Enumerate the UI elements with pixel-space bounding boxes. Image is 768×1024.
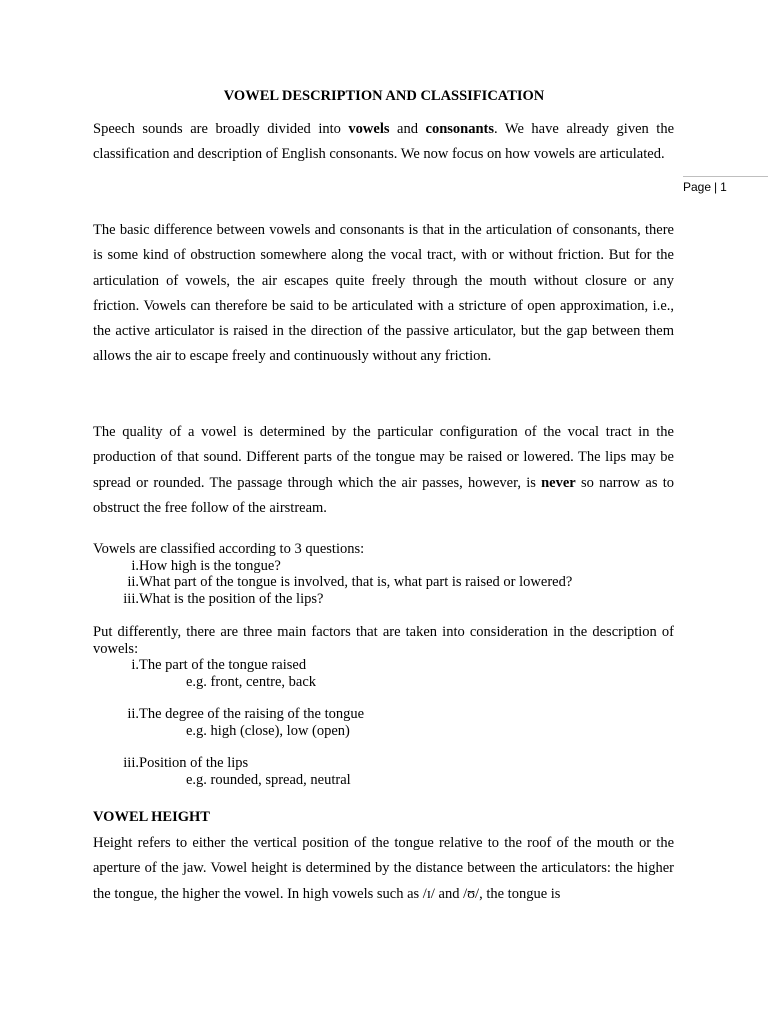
para1-text-a: Speech sounds are broadly divided into bbox=[93, 121, 349, 137]
page-number: 1 bbox=[720, 180, 727, 194]
page-number-label bbox=[683, 176, 768, 196]
list-number: ii. bbox=[127, 574, 139, 590]
section-heading-vowel-height: VOWEL HEIGHT bbox=[93, 809, 210, 825]
list-text: Position of the lips bbox=[139, 755, 249, 771]
list-number: i. bbox=[131, 557, 139, 574]
list-number: iii. bbox=[123, 755, 139, 771]
list-text: How high is the tongue? bbox=[139, 557, 281, 574]
list-item bbox=[93, 558, 674, 575]
list-example: e.g. front, centre, back bbox=[186, 673, 317, 690]
para3-text-c: so narrow as to obstruct the free follow of the airstream. bbox=[93, 474, 674, 516]
page-separator: | bbox=[714, 180, 718, 194]
para3-text-a: The quality of a vowel is determined by the particular configuration of the vocal tract in the production of that sound. Different parts of the tongue may be raised or lowered. The lips may be spread or rounded. The passage through which the air passes, however, is bbox=[93, 424, 674, 491]
list-item bbox=[93, 657, 674, 674]
list-text: The part of the tongue raised bbox=[139, 657, 307, 673]
list-text: What part of the tongue is involved, that is, what part is raised or lowered? bbox=[139, 574, 573, 590]
questions-block bbox=[93, 541, 674, 607]
list-item bbox=[93, 755, 674, 772]
list-number: i. bbox=[131, 657, 139, 673]
paragraph-difference: The basic difference between vowels and consonants is that in the articulation of consonants, there is some kind of obstruction somewhere along the vocal tract, with or without friction. But for the articulation of vowels, the air escapes quite freely through the mouth without closure or any friction. Vowels can therefore be said to be articulated with a stricture of open approximation, i.e., the active articulator is raised in the direction of the passive articulator, but the gap between them allows the air to escape freely and continuously without any friction. bbox=[93, 222, 674, 365]
factors-block bbox=[93, 624, 674, 788]
list-number: iii. bbox=[123, 590, 139, 607]
list-number: ii. bbox=[127, 706, 139, 722]
paragraph-quality bbox=[93, 420, 674, 521]
page-word: Page bbox=[683, 180, 712, 194]
para3-bold-never: never bbox=[541, 474, 576, 491]
list-text: The degree of the raising of the tongue bbox=[139, 706, 365, 722]
document-title: VOWEL DESCRIPTION AND CLASSIFICATION bbox=[223, 88, 545, 104]
para1-text-d: . We have already given the classification and description of English consonants. We now focus on how vowels are articulated. bbox=[93, 121, 674, 163]
para1-bold-vowels: vowels bbox=[348, 121, 390, 137]
paragraph-intro bbox=[93, 117, 674, 168]
para1-text-c: and bbox=[389, 121, 426, 137]
list-example: e.g. high (close), low (open) bbox=[186, 722, 350, 739]
paragraph-vowel-height: Height refers to either the vertical position of the tongue relative to the roof of the mouth or the aperture of the jaw. Vowel height is determined by the distance between the articulators: the higher the tongue, the higher the vowel. In high vowels such as /ɪ/ and /ʊ/, the tongue is bbox=[93, 835, 674, 902]
factors-intro: Put differently, there are three main factors that are taken into consideration in the description of vowels: bbox=[93, 624, 674, 657]
questions-intro: Vowels are classified according to 3 questions: bbox=[93, 541, 365, 557]
para1-bold-consonants: consonants bbox=[425, 121, 495, 137]
list-item bbox=[93, 706, 674, 723]
list-example: e.g. rounded, spread, neutral bbox=[186, 771, 351, 788]
list-item bbox=[93, 574, 674, 591]
list-item bbox=[93, 591, 674, 608]
list-text: What is the position of the lips? bbox=[139, 590, 324, 607]
